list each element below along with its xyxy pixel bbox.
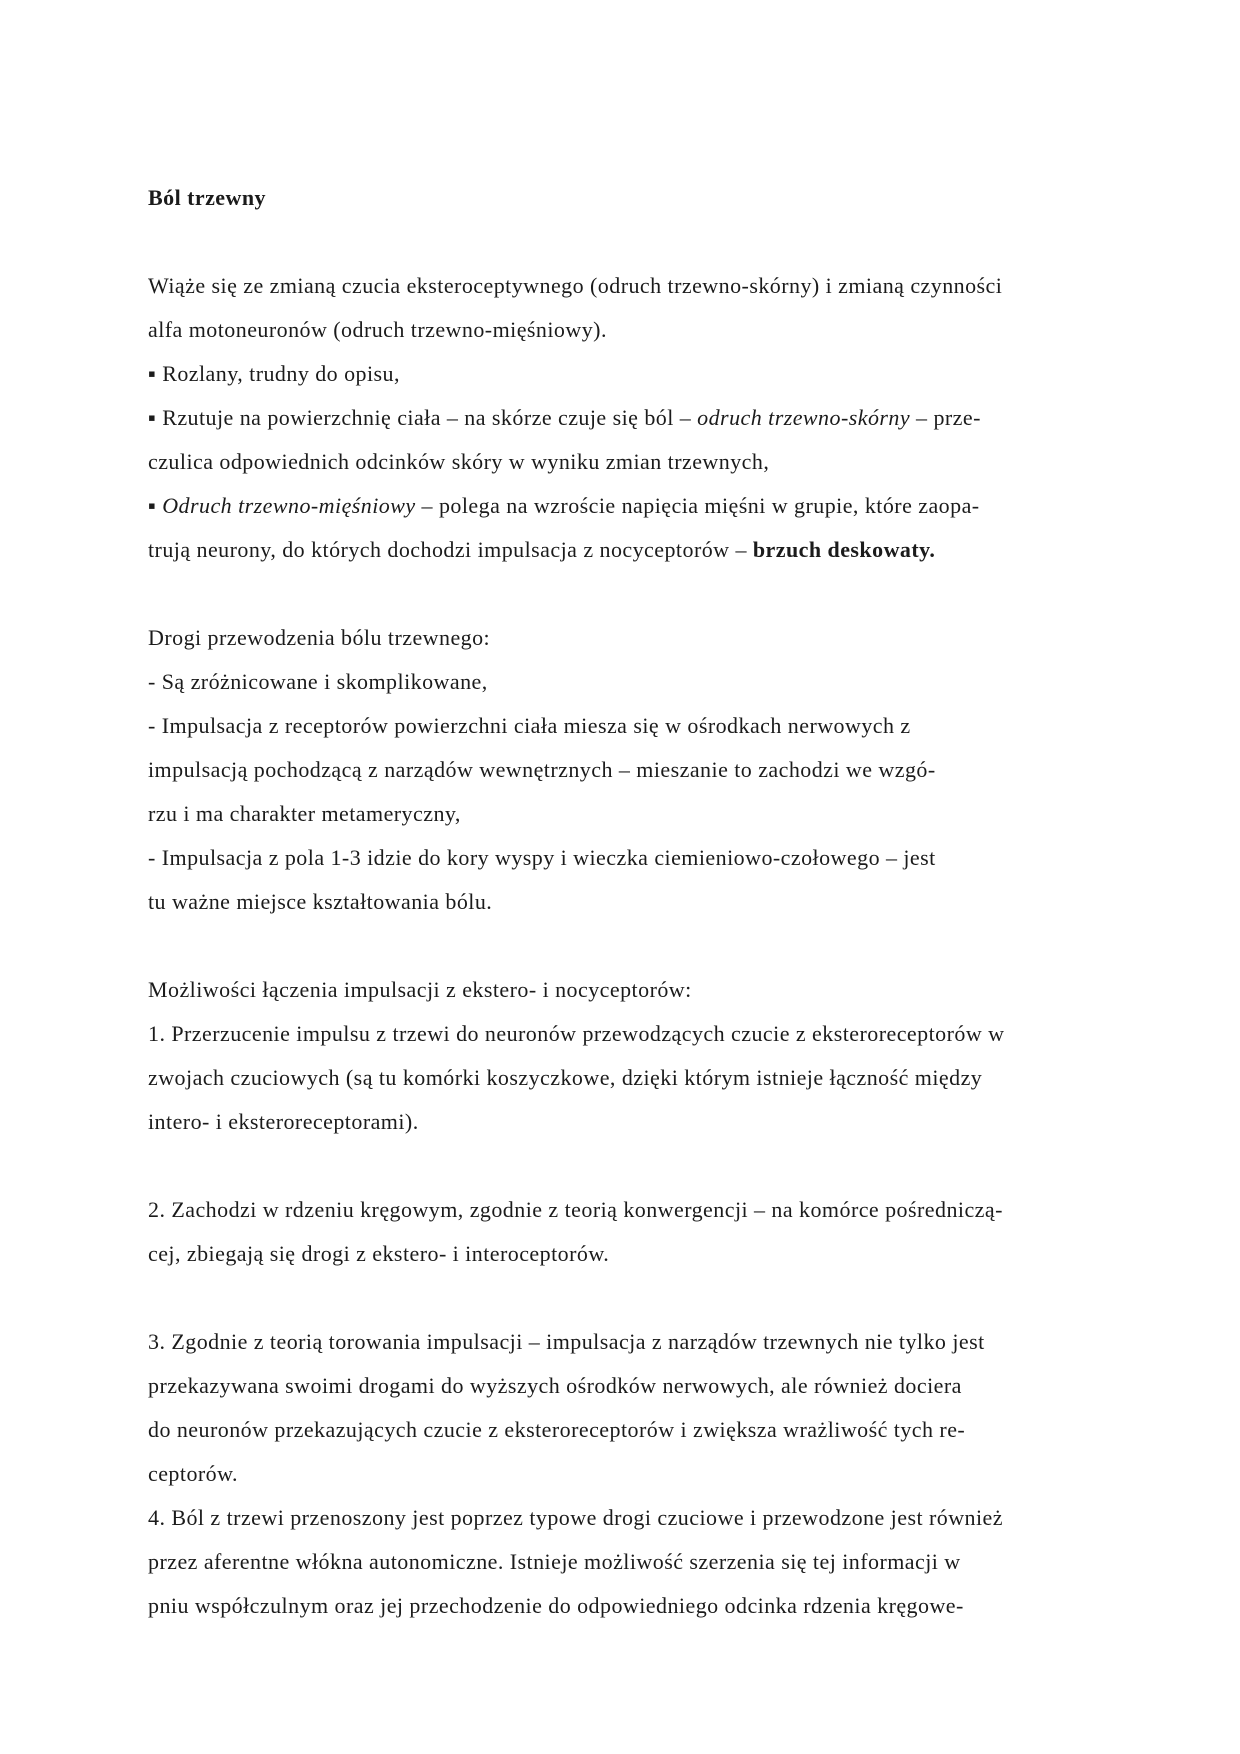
text-line — [148, 748, 1108, 792]
text-run: Ból trzewny — [148, 185, 266, 210]
text-run: - Impulsacja z pola 1-3 idzie do kory wyspy i wieczka ciemieniowo-czołowego – jest — [148, 845, 936, 870]
text-run: Odruch trzewno-mięśniowy — [162, 493, 416, 518]
text-line — [148, 880, 1108, 924]
text-run: Wiąże się ze zmianą czucia eksteroceptywnego (odruch trzewno-skórny) i zmianą czynności — [148, 273, 1003, 298]
bullet-item — [148, 396, 1108, 440]
text-run: - Są zróżnicowane i skomplikowane, — [148, 669, 488, 694]
text-run: odruch trzewno-skórny — [697, 405, 911, 430]
text-run: impulsacją pochodzącą z narządów wewnętrznych – mieszanie to zachodzi we wzgó- — [148, 757, 936, 782]
numbered-item — [148, 1188, 1108, 1232]
list-item — [148, 660, 1108, 704]
text-run: brzuch deskowaty. — [752, 537, 936, 562]
text-run: 3. Zgodnie z teorią torowania impulsacji – impulsacja z narządów trzewnych nie tylko jest — [148, 1329, 985, 1354]
text-run: 4. Ból z trzewi przenoszony jest poprzez typowe drogi czuciowe i przewodzone jest również — [148, 1505, 1003, 1530]
text-run: zwojach czuciowych (są tu komórki koszyczkowe, dzięki którym istnieje łączność między — [148, 1065, 983, 1090]
text-run: ▪ Rzutuje na powierzchnię ciała – na skórze czuje się ból – — [148, 405, 698, 430]
text-line — [148, 440, 1108, 484]
text-run: 2. Zachodzi w rdzeniu kręgowym, zgodnie z teorią konwergencji – na komórce pośredniczą- — [148, 1197, 1003, 1222]
text-run: - Impulsacja z receptorów powierzchni ciała miesza się w ośrodkach nerwowych z — [148, 713, 911, 738]
text-run: Możliwości łączenia impulsacji z ekstero- i nocyceptorów: — [148, 977, 692, 1002]
numbered-item — [148, 1496, 1108, 1540]
numbered-item — [148, 1012, 1108, 1056]
text-run: ▪ Rozlany, trudny do opisu, — [148, 361, 400, 386]
text-run: ceptorów. — [148, 1461, 238, 1486]
text-run: intero- i eksteroreceptorami). — [148, 1109, 419, 1134]
text-run: czulica odpowiednich odcinków skóry w wyniku zmian trzewnych, — [148, 449, 770, 474]
text-line — [148, 308, 1108, 352]
text-line — [148, 1100, 1108, 1144]
text-run: alfa motoneuronów (odruch trzewno-mięśniowy). — [148, 317, 607, 342]
text-line — [148, 1584, 1108, 1628]
text-run: trują neurony, do których dochodzi impulsacja z nocyceptorów – — [148, 537, 753, 562]
text-run: przekazywana swoimi drogami do wyższych ośrodków nerwowych, ale również dociera — [148, 1373, 962, 1398]
document-title — [148, 176, 1108, 220]
section-heading — [148, 968, 1108, 1012]
numbered-item — [148, 1320, 1108, 1364]
text-run: – prze- — [910, 405, 981, 430]
text-line — [148, 1452, 1108, 1496]
text-run: cej, zbiegają się drogi z ekstero- i interoceptorów. — [148, 1241, 610, 1266]
text-line — [148, 1056, 1108, 1100]
text-run: ▪ — [148, 493, 163, 518]
text-run: 1. Przerzucenie impulsu z trzewi do neuronów przewodzących czucie z eksteroreceptorów w — [148, 1021, 1005, 1046]
bullet-item — [148, 352, 1108, 396]
text-run: do neuronów przekazujących czucie z eksteroreceptorów i zwiększa wrażliwość tych re- — [148, 1417, 966, 1442]
text-run: tu ważne miejsce kształtowania bólu. — [148, 889, 493, 914]
text-run: przez aferentne włókna autonomiczne. Istnieje możliwość szerzenia się tej informacji w — [148, 1549, 961, 1574]
text-line — [148, 1364, 1108, 1408]
text-run: pniu współczulnym oraz jej przechodzenie do odpowiedniego odcinka rdzenia kręgowe- — [148, 1593, 964, 1618]
list-item — [148, 836, 1108, 880]
text-line — [148, 264, 1108, 308]
text-line — [148, 528, 1108, 572]
text-run: rzu i ma charakter metameryczny, — [148, 801, 461, 826]
text-line — [148, 792, 1108, 836]
list-item — [148, 704, 1108, 748]
text-line — [148, 1232, 1108, 1276]
bullet-item — [148, 484, 1108, 528]
text-line — [148, 1408, 1108, 1452]
text-run: Drogi przewodzenia bólu trzewnego: — [148, 625, 491, 650]
section-heading — [148, 616, 1108, 660]
text-run: – polega na wzroście napięcia mięśni w grupie, które zaopa- — [415, 493, 980, 518]
text-content — [148, 176, 1108, 1628]
text-line — [148, 1540, 1108, 1584]
